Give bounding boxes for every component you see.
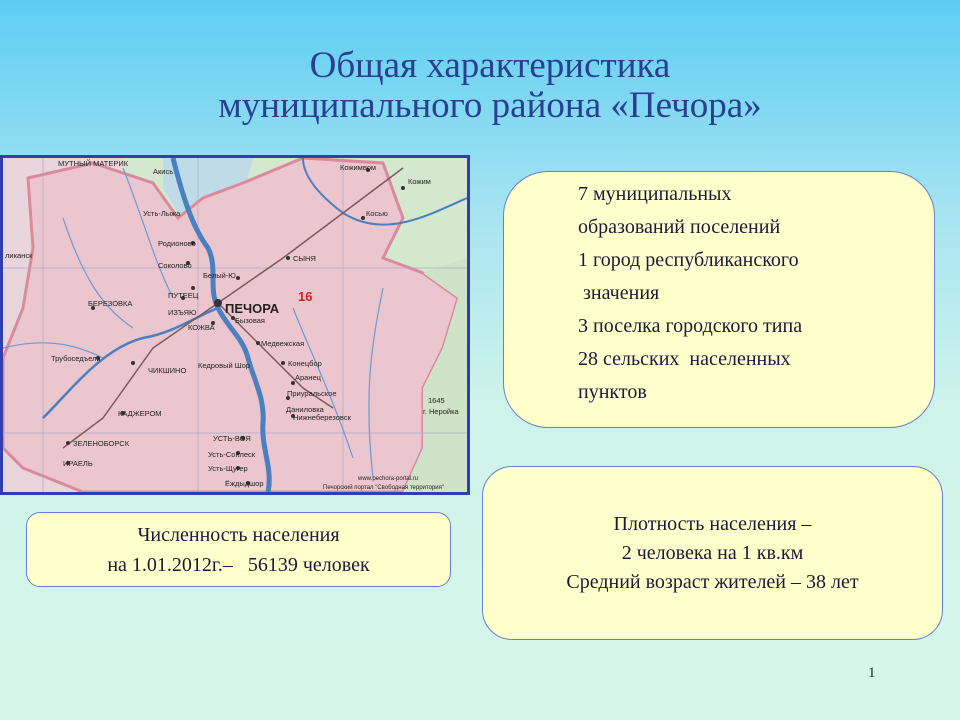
settlements-line: 1 город республиканского <box>578 249 799 271</box>
settlements-info-box <box>503 171 935 428</box>
map-label: Бызовая <box>235 316 265 325</box>
settlements-line: 28 сельских населенных <box>578 348 791 370</box>
map-portal-url: www.pechora-portal.ru <box>358 476 419 482</box>
map-label: Ёждыдшор <box>225 479 264 488</box>
map-label: Усть-Щугер <box>208 464 248 473</box>
map-label: Приуральское <box>287 389 337 398</box>
density-info-box <box>482 466 943 640</box>
map-label: ИЗЪЯЮ <box>168 308 197 317</box>
settlements-line: 3 поселка городского типа <box>578 315 803 337</box>
map-label: МУТНЫЙ МАТЕРИК <box>58 159 129 168</box>
map-label: Кожим <box>408 177 431 186</box>
map-label: Нижнеберезовск <box>293 413 351 422</box>
map-label: Кедровый Шор <box>198 361 250 370</box>
map-label: СЫНЯ <box>293 254 316 263</box>
title-line-2: муниципального района «Печора» <box>218 85 762 126</box>
map-label: Медвежская <box>261 339 305 348</box>
map-label: Косью <box>366 209 388 218</box>
settlements-line: образований поселений <box>578 216 781 238</box>
map-label: г. Неройка <box>423 407 459 416</box>
density-line: Плотность населения – <box>613 513 812 535</box>
page-number: 1 <box>868 665 876 681</box>
map-label: Усть-Соплеск <box>208 450 256 459</box>
map-label: ликанск <box>5 251 33 260</box>
settlements-line: пунктов <box>578 381 647 403</box>
map-district-number: 16 <box>298 289 313 304</box>
population-value: на 1.01.2012г.– 56139 человек <box>107 554 370 576</box>
age-line: Средний возраст жителей – 38 лет <box>566 571 859 593</box>
map-label: Соколово <box>158 261 192 270</box>
district-map <box>0 155 470 495</box>
map-label: Усть-Лыжа <box>143 209 181 218</box>
map-label: КАДЖЕРОМ <box>118 409 162 418</box>
map-image <box>3 158 467 492</box>
map-label: Родионово <box>158 239 196 248</box>
map-portal-name: Печорский портал "Свободная территория" <box>323 485 444 491</box>
map-label-pechora: ПЕЧОРА <box>225 301 280 316</box>
population-info-box <box>26 512 451 587</box>
population-label: Численность населения <box>137 524 340 546</box>
map-label: 1645 <box>428 396 445 405</box>
map-label: ИРАЕЛЬ <box>63 459 93 468</box>
map-label: УСТЬ-ВОЯ <box>213 434 251 443</box>
map-label: ЗЕЛЕНОБОРСК <box>73 439 130 448</box>
settlements-line: значения <box>578 282 660 304</box>
map-label: Конецбор <box>288 359 322 368</box>
slide-title <box>130 46 850 126</box>
map-label: Даниловка <box>286 405 324 414</box>
title-line-1: Общая характеристика <box>309 45 671 86</box>
map-label: КОЖВА <box>188 323 215 332</box>
map-label: Кожимвом <box>340 163 377 172</box>
map-label: ЧИКШИНО <box>148 366 187 375</box>
settlements-line: 7 муниципальных <box>578 183 732 205</box>
map-label: БЕРЕЗОВКА <box>88 299 133 308</box>
map-label: Трубоседъель <box>51 354 101 363</box>
density-line: 2 человека на 1 кв.км <box>621 542 804 564</box>
map-label: ПУТЕЕЦ <box>168 291 199 300</box>
map-label: Белый-Ю <box>203 271 236 280</box>
map-label: Акись <box>153 167 174 176</box>
map-label: Аранец <box>295 373 321 382</box>
